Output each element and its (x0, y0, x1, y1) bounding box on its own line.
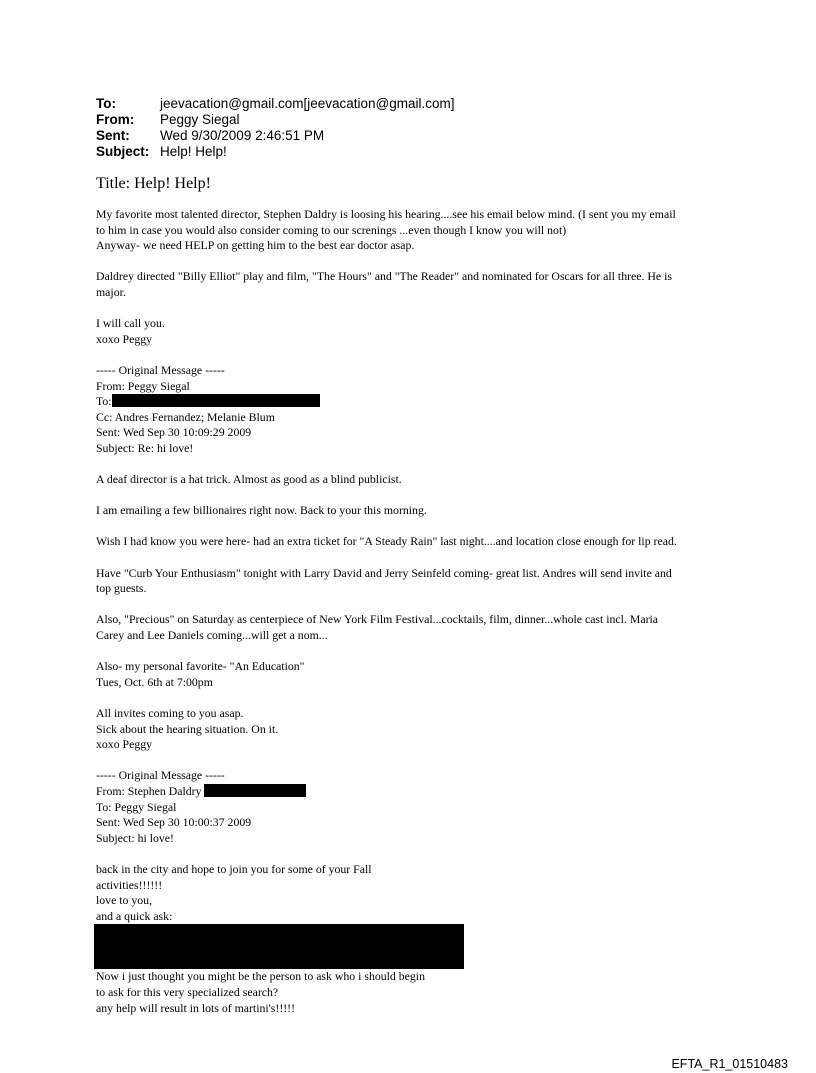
text-line: Have "Curb Your Enthusiasm" tonight with Larry David and Jerry Seinfeld coming- great list. Andres will send invite and (96, 565, 672, 580)
paragraph (96, 207, 736, 254)
text-line: xoxo Peggy (96, 737, 153, 752)
paragraph (96, 706, 736, 753)
text-line: I will call you. (96, 316, 165, 331)
text-line: Anyway- we need HELP on getting him to the best ear doctor asap. (96, 238, 415, 253)
text-line: and a quick ask: (96, 908, 173, 923)
email-body (96, 207, 736, 1016)
cc-line: Cc: Andres Fernandez; Melanie Blum (96, 409, 275, 424)
text-line: to him in case you would also consider coming to our screnings ...even though I know you will not) (96, 222, 567, 237)
redaction-bar (204, 784, 306, 797)
text-line: major. (96, 284, 126, 299)
from-label: From: (96, 112, 135, 127)
paragraph (96, 316, 736, 347)
sent-value: Wed 9/30/2009 2:46:51 PM (160, 128, 325, 143)
header-subject-row (96, 144, 455, 160)
paragraph (96, 472, 736, 488)
email-title: Title: Help! Help! (96, 175, 211, 192)
sent-label: Sent: (96, 128, 130, 143)
text-line: Wish I had know you were here- had an extra ticket for "A Steady Rain" last night....and location close enough for lip read. (96, 534, 677, 549)
text-line: My favorite most talented director, Stephen Daldry is loosing his hearing....see his email below mind. (I sent you my email (96, 207, 676, 221)
text-line: Carey and Lee Daniels coming...will get a nom... (96, 628, 328, 643)
to-text: To: (96, 394, 112, 409)
message-divider: ----- Original Message ----- (96, 768, 225, 783)
paragraph (96, 566, 736, 597)
from-value: Peggy Siegal (160, 112, 240, 127)
text-line: xoxo Peggy (96, 331, 153, 346)
subject-value: Help! Help! (160, 144, 227, 159)
text-line: Now i just thought you might be the person to ask who i should begin (96, 969, 425, 984)
from-line (96, 784, 736, 800)
redaction-bar (112, 394, 320, 407)
text-line: any help will result in lots of martini's!!!!! (96, 1000, 296, 1015)
to-value: jeevacation@gmail.com[jeevacation@gmail.com] (160, 96, 455, 111)
paragraph (96, 612, 736, 643)
paragraph (96, 862, 736, 1016)
text-line: love to you, (96, 893, 153, 908)
text-line: top guests. (96, 581, 147, 596)
text-line: back in the city and hope to join you for some of your Fall (96, 861, 372, 876)
text-line: A deaf director is a hat trick. Almost as good as a blind publicist. (96, 472, 402, 487)
text-line: Daldrey directed "Billy Elliot" play and film, "The Hours" and "The Reader" and nominated for Oscars for all three. He is (96, 269, 672, 284)
original-message-header (96, 768, 736, 846)
from-text: From: Stephen Daldry (96, 783, 202, 798)
to-label: To: (96, 96, 116, 111)
subject-label: Subject: (96, 144, 150, 159)
to-line: To: Peggy Siegal (96, 799, 177, 814)
sent-line: Sent: Wed Sep 30 10:00:37 2009 (96, 815, 252, 830)
text-line: Also- my personal favorite- "An Education" (96, 659, 305, 674)
text-line: All invites coming to you asap. (96, 706, 244, 720)
paragraph (96, 503, 736, 519)
message-divider: ----- Original Message ----- (96, 362, 225, 377)
paragraph (96, 659, 736, 690)
header-from-row (96, 112, 455, 128)
header-to-row (96, 96, 455, 112)
header-sent-row (96, 128, 455, 144)
sent-line: Sent: Wed Sep 30 10:09:29 2009 (96, 425, 252, 440)
from-line: From: Peggy Siegal (96, 378, 190, 393)
text-line: to ask for this very specialized search? (96, 984, 279, 999)
text-line: Sick about the hearing situation. On it. (96, 721, 279, 736)
subject-line: Subject: Re: hi love! (96, 440, 194, 455)
text-line: activities!!!!!! (96, 877, 163, 892)
redaction-block (94, 924, 464, 969)
paragraph (96, 534, 736, 550)
to-line (96, 394, 736, 410)
original-message-header (96, 363, 736, 457)
text-line: Also, "Precious" on Saturday as centerpiece of New York Film Festival...cocktails, film, dinner...whole cast incl. Maria (96, 612, 659, 627)
text-line: Tues, Oct. 6th at 7:00pm (96, 674, 213, 689)
subject-line: Subject: hi love! (96, 830, 174, 845)
email-header (96, 96, 455, 160)
text-line: I am emailing a few billionaires right now. Back to your this morning. (96, 503, 427, 518)
paragraph (96, 269, 736, 300)
document-id-footer: EFTA_R1_01510483 (671, 1057, 788, 1071)
